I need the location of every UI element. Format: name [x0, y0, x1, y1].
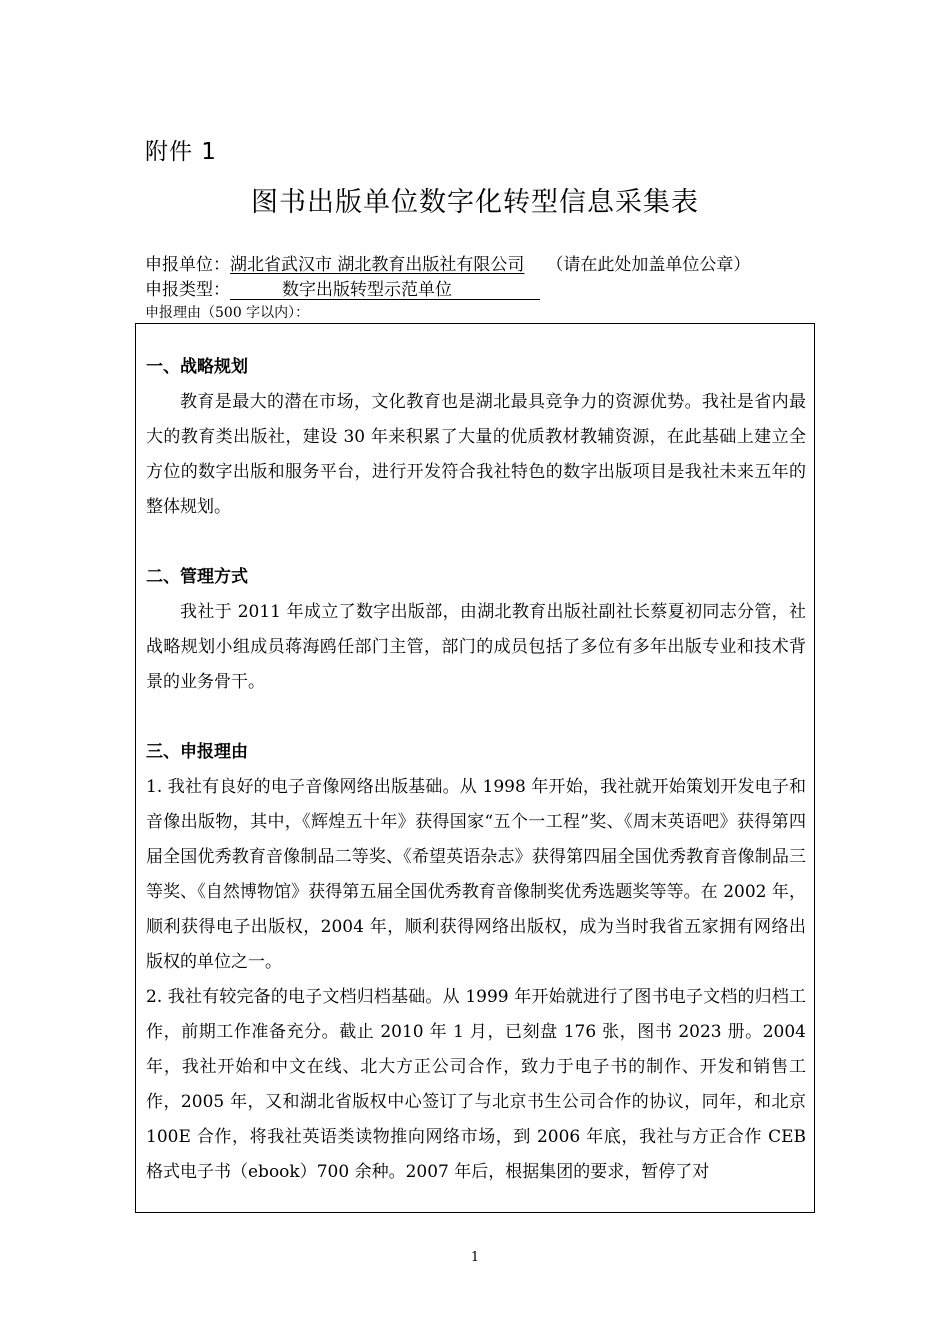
reason-paragraph-1: 1. 我社有良好的电子音像网络出版基础。从 1998 年开始，我社就开始策划开发电子和音像出版物，其中，《辉煌五十年》获得国家“五个一工程”奖、《周末英语吧》获得第四届全国优秀教育音像制品二等奖、《希望英语杂志》获得第四届全国优秀教育音像制品三等奖、《自然博物馆》获得第五届全国优秀教育音像制奖优秀选题奖等等。在 2002 年，顺利获得电子出版权，2004 年，顺利获得网络出版权，成为当时我省五家拥有网络出版权的单位之一。	[146, 777, 806, 972]
category-label: 申报类型：	[145, 280, 230, 300]
applicant-line	[145, 250, 750, 275]
seal-note: （请在此处加盖单位公章）	[546, 255, 751, 275]
applicant-label: 申报单位：	[145, 255, 230, 275]
reason-paragraph-2: 2. 我社有较完备的电子文档归档基础。从 1999 年开始就进行了图书电子文档的归档工作，前期工作准备充分。截止 2010 年 1 月，已刻盘 176 张，图书 2023 册。2004 年，我社开始和中文在线、北大方正公司合作，致力于电子书的制作、开发和销售工作，2005 年，又和湖北省版权中心签订了与北京书生公司合作的协议，同年，和北京 100E 合作，将我社英语类读物推向网络市场，到 2006 年底，我社与方正合作 CEB 格式电子书（ebook）700 余种。2007 年后，根据集团的要求，暂停了对	[146, 987, 806, 1182]
document-title: 图书出版单位数字化转型信息采集表	[251, 187, 699, 218]
reason-box	[135, 323, 815, 1213]
spacer	[146, 700, 806, 735]
attachment-label: 附件 1	[145, 139, 217, 165]
management-paragraph: 我社于 2011 年成立了数字出版部，由湖北教育出版社副社长蔡夏初同志分管，社战略规划小组成员蒋海鸥任部门主管，部门的成员包括了多位有多年出版专业和技术背景的业务骨干。	[146, 602, 806, 692]
reason-content	[146, 350, 806, 1190]
category-value: 数字出版转型示范单位	[230, 281, 540, 300]
section-heading-reasons: 三、申报理由	[146, 742, 248, 762]
reason-label: 申报理由（500 字以内）：	[145, 305, 310, 321]
category-line	[145, 275, 540, 300]
strategy-paragraph: 教育是最大的潜在市场，文化教育也是湖北最具竞争力的资源优势。我社是省内最大的教育类出版社，建设 30 年来积累了大量的优质教材教辅资源，在此基础上建立全方位的数字出版和服务平台，进行开发符合我社特色的数字出版项目是我社未来五年的整体规划。	[146, 392, 806, 517]
section-heading-management: 二、管理方式	[146, 567, 248, 587]
applicant-value: 湖北省武汉市 湖北教育出版社有限公司	[230, 255, 525, 275]
spacer	[146, 525, 806, 560]
section-heading-strategy: 一、战略规划	[146, 357, 248, 377]
page-number: 1	[470, 1250, 480, 1265]
